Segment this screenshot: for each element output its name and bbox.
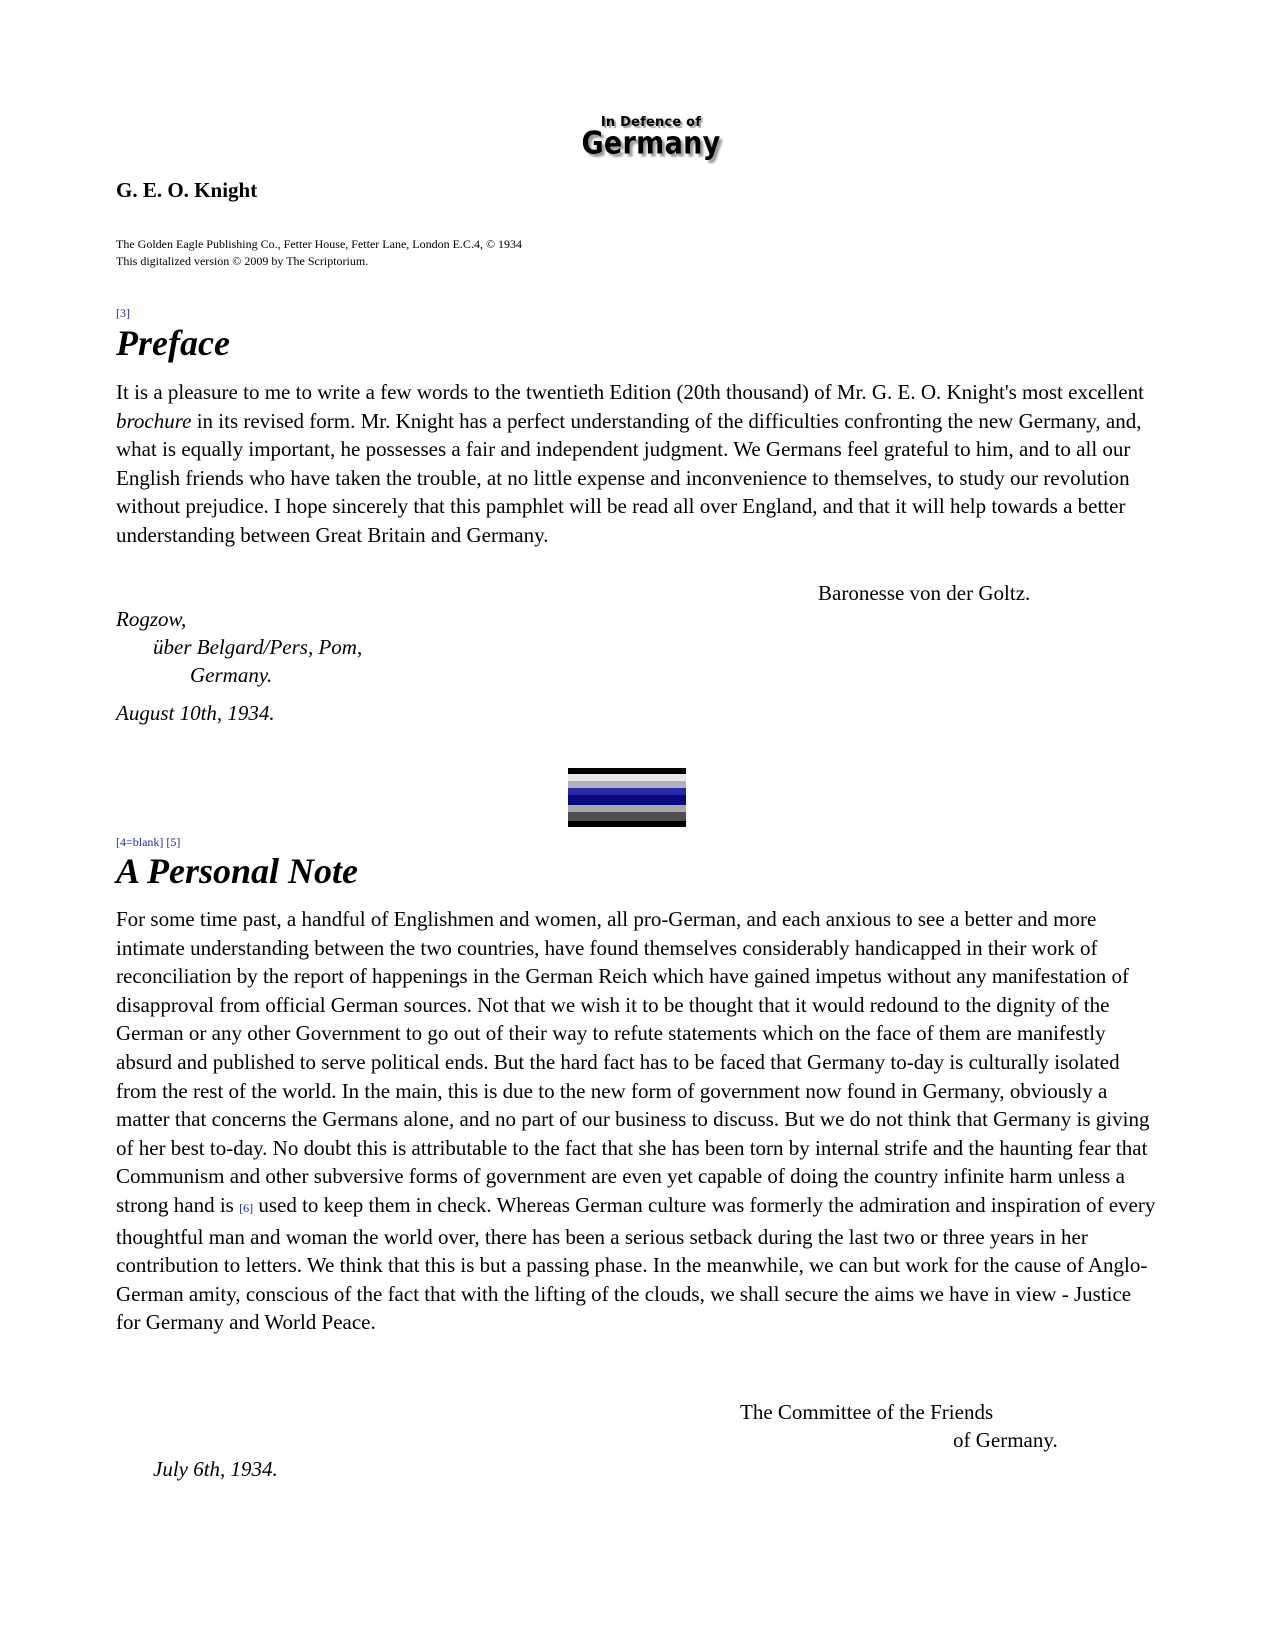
author-name: G. E. O. Knight [116,178,258,202]
copyright-line: This digitalized version © 2009 by The Scriptorium. [116,254,369,268]
separator-stripe [568,774,686,781]
publisher-line: The Golden Eagle Publishing Co., Fetter House, Fetter Lane, London E.C.4, © 1934 [116,237,523,251]
separator-stripe [568,795,686,805]
personal-note-text-1: For some time past, a handful of Englishmen and women, all pro-German, and each anxious to see a better and more intimate understanding between the two countries, have found themselves considerably handicapped in their work of reconciliation by the report of happenings in the German Reich which have gained impetus without any manifestation of disapproval from official German sources. Not that we wish it to be thought that it would redound to the dignity of the German or any other Government to go out of their way to refute statements which on the face of them are manifestly absurd and published to serve political ends. But the hard fact has to be faced that Germany to-day is culturally isolated from the rest of the world. In the main, this is due to the new form of government now found in Germany, obviously a matter that concerns the Germans alone, and no part of our business to discuss. But we do not think that Germany is giving of her best to-day. No doubt this is attributable to the fact that she has been torn by internal strife and the haunting fear that Communism and other subversive forms of government are even yet capable of doing the country infinite harm unless a strong hand is [116,907,1150,1217]
page-marker-3[interactable]: [3] [116,306,130,320]
preface-text-1: It is a pleasure to me to write a few words to the twentieth Edition (20th thousand) of Mr. G. E. O. Knight's most excellent [116,380,1144,404]
personal-note-heading: A Personal Note [116,851,359,891]
logo-line-1: In Defence of [600,115,702,130]
preface-address-2: über Belgard/Pers, Pom, [153,635,363,659]
page-marker-6[interactable]: [6] [239,1200,254,1215]
preface-paragraph [116,378,1156,550]
publication-info [116,236,522,270]
separator-stripe [568,788,686,795]
separator-stripe [568,781,686,788]
personal-note-date: July 6th, 1934. [153,1457,278,1481]
book-title-logo [576,116,726,178]
personal-note-text-2: used to keep them in check. Whereas German culture was formerly the admiration and inspiration of every thoughtful man and woman the world over, there has been a serious setback during the last two or three years in her contribution to letters. We think that this is but a passing phase. In the meanwhile, we can but work for the cause of Anglo-German amity, conscious of the fact that with the lifting of the clouds, we shall secure the aims we have in view - Justice for Germany and World Peace. [116,1192,1156,1335]
preface-signature: Baronesse von der Goltz. [818,581,1031,605]
preface-text-2: in its revised form. Mr. Knight has a perfect understanding of the difficulties confronting the new Germany, and, what is equally important, he possesses a fair and independent judgment. We Germans feel grateful to him, and to all our English friends who have taken the trouble, at no little expense and inconvenience to themselves, to study our revolution without prejudice. I hope sincerely that this pamphlet will be read all over England, and that it will help towards a better understanding between Great Britain and Germany. [116,408,1142,547]
personal-note-paragraph [116,905,1156,1337]
preface-address-1: Rogzow, [116,607,187,631]
committee-signature-2: of Germany. [953,1428,1058,1452]
logo-line-2: Germany [581,125,721,162]
separator-bar [568,768,686,827]
preface-italic-word: brochure [116,408,192,433]
separator-stripe [568,805,686,812]
committee-signature-1: The Committee of the Friends [740,1400,994,1424]
separator-stripe [568,768,686,774]
separator-stripe [568,812,686,821]
preface-date: August 10th, 1934. [116,701,275,725]
separator-stripe [568,821,686,827]
preface-heading: Preface [116,323,230,363]
document-page [116,0,1156,1650]
page-marker-4-5[interactable]: [4=blank] [5] [116,835,181,849]
preface-address-3: Germany. [190,663,273,687]
